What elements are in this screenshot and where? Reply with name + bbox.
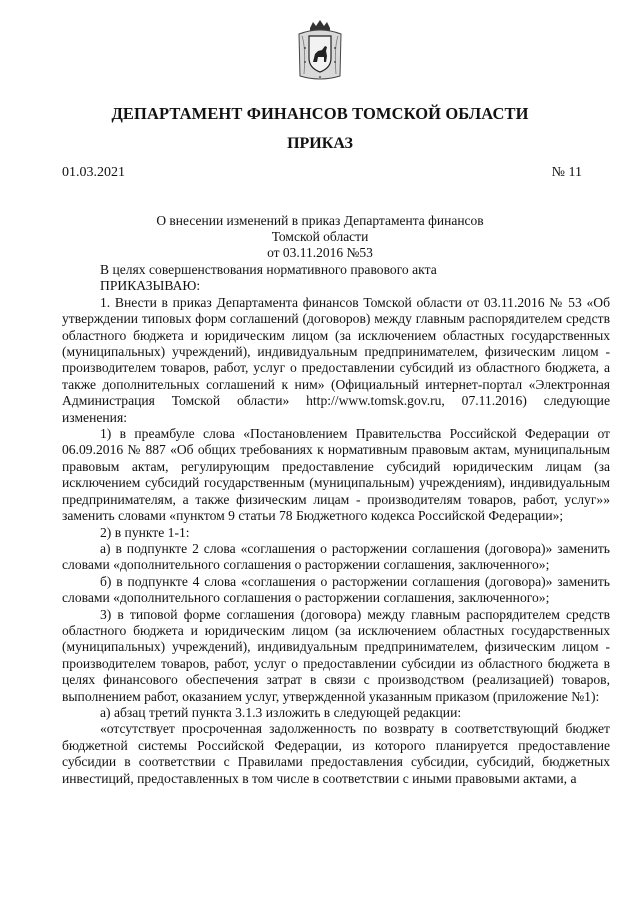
order-command: ПРИКАЗЫВАЮ:: [100, 278, 201, 294]
subject-line: О внесении изменений в приказ Департамента финансов Томской области: [156, 213, 484, 244]
body-paragraph: а) в подпункте 2 слова «соглашения о расторжении соглашения (договора)» заменить словами «дополнительного соглашения о расторжении соглашения, заключенного»;: [62, 540, 610, 573]
body-paragraph: 2) в пункте 1-1:: [100, 524, 190, 540]
body-paragraph: 3) в типовой форме соглашения (договора) между главным распорядителем средств областного бюджета и юридическим лицом (за исключением областных государственных (муниципальных) учреждений), индивидуальным предпринимателем, физическим лицом - производителем товаров, работ, услуг о предоставлении субсидии из областного бюджета в целях финансового обеспечения затрат в связи с производством (реализацией) товаров, выполнением работ, оказанием услуг, утвержденной указанным приказом (приложение №1):: [62, 606, 610, 704]
document-subject: [150, 213, 490, 261]
document-body: [62, 262, 610, 787]
body-paragraph: В целях совершенствования нормативного правового акта: [100, 262, 437, 277]
body-paragraph: 1. Внести в приказ Департамента финансов Томской области от 03.11.2016 № 53 «Об утверждении типовых форм соглашений (договоров) между главным распорядителем средств областного бюджета и юридическим лицом (за исключением областных государственных (муниципальных) учреждений), индивидуальным предпринимателем, физическим лицом - производителем товаров, работ, услуг о предоставлении субсидий из областного бюджета, а также дополнительных соглашений к ним» (Официальный интернет-портал «Электронная Администрация Томской области» http://www.tomsk.gov.ru, 07.11.2016) следующие изменения:: [62, 294, 610, 425]
subject-line: от 03.11.2016 №53: [267, 245, 373, 260]
document-type-heading: ПРИКАЗ: [287, 135, 353, 152]
tomsk-oblast-coat-of-arms-icon: [296, 18, 344, 82]
body-paragraph: б) в подпункте 4 слова «соглашения о расторжении соглашения (договора)» заменить словами «дополнительного соглашения о расторжении соглашения, заключенного»;: [62, 573, 610, 606]
body-paragraph: а) абзац третий пункта 3.1.3 изложить в следующей редакции:: [100, 704, 462, 720]
body-paragraph: 1) в преамбуле слова «Постановлением Правительства Российской Федерации от 06.09.2016 № 887 «Об общих требованиях к нормативным правовым актам, муниципальным правовым актам, регулирующим предоставление субсидий юридическим лицам (за исключением субсидий государственным (муниципальным) учреждениям), индивидуальным предпринимателям, а также физическим лицам - производителям товаров, работ, услуг»» заменить словами «пунктом 9 статьи 78 Бюджетного кодекса Российской Федерации»;: [62, 426, 610, 524]
organization-title: ДЕПАРТАМЕНТ ФИНАНСОВ ТОМСКОЙ ОБЛАСТИ: [111, 104, 529, 123]
document-date: 01.03.2021: [62, 165, 125, 180]
body-paragraph: «отсутствует просроченная задолженность по возврату в соответствующий бюджет бюджетной системы Российской Федерации, из которого планируется предоставление субсидии в соответствии с Правилами предоставления субсидии, субсидий, бюджетных инвестиций, предоставленных в том числе в соответствии с иными правовыми актами, а: [62, 721, 610, 786]
document-number: № 11: [551, 165, 582, 180]
